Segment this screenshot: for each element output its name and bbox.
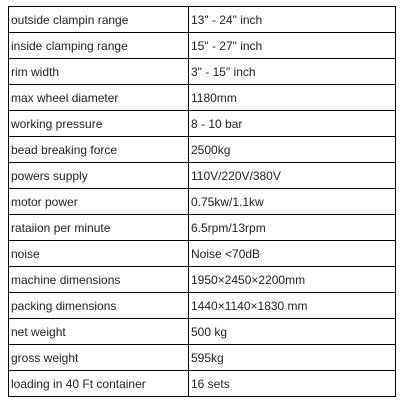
spec-value: 0.75kw/1.1kw	[189, 189, 396, 215]
table-row	[9, 371, 396, 397]
spec-label: machine dimensions	[9, 267, 189, 293]
spec-value: 110V/220V/380V	[189, 163, 396, 189]
table-row	[9, 163, 396, 189]
spec-label: loading in 40 Ft container	[9, 371, 189, 397]
spec-label: packing dimensions	[9, 293, 189, 319]
spec-table	[8, 6, 396, 397]
table-row	[9, 319, 396, 345]
spec-value: 6.5rpm/13rpm	[189, 215, 396, 241]
spec-table-body	[9, 7, 396, 397]
spec-value: 1440×1140×1830 mm	[189, 293, 396, 319]
table-row	[9, 85, 396, 111]
spec-label: rim width	[9, 59, 189, 85]
spec-value: 16 sets	[189, 371, 396, 397]
table-row	[9, 59, 396, 85]
spec-label: powers supply	[9, 163, 189, 189]
spec-label: gross weight	[9, 345, 189, 371]
spec-value: 1180mm	[189, 85, 396, 111]
table-row	[9, 267, 396, 293]
table-row	[9, 345, 396, 371]
table-row	[9, 7, 396, 33]
table-row	[9, 189, 396, 215]
table-row	[9, 33, 396, 59]
table-row	[9, 215, 396, 241]
spec-label: max wheel diameter	[9, 85, 189, 111]
spec-label: working pressure	[9, 111, 189, 137]
spec-label: motor power	[9, 189, 189, 215]
spec-label: bead breaking force	[9, 137, 189, 163]
spec-value: 500 kg	[189, 319, 396, 345]
table-row	[9, 241, 396, 267]
spec-value: 3" - 15" inch	[189, 59, 396, 85]
spec-value: 595kg	[189, 345, 396, 371]
spec-label: outside clampin range	[9, 7, 189, 33]
spec-value: Noise <70dB	[189, 241, 396, 267]
spec-label: net weight	[9, 319, 189, 345]
spec-label: noise	[9, 241, 189, 267]
spec-value: 15" - 27" inch	[189, 33, 396, 59]
table-row	[9, 293, 396, 319]
spec-value: 13" - 24" inch	[189, 7, 396, 33]
spec-label: inside clamping range	[9, 33, 189, 59]
spec-label: rataiion per minute	[9, 215, 189, 241]
spec-value: 8 - 10 bar	[189, 111, 396, 137]
table-row	[9, 137, 396, 163]
spec-value: 2500kg	[189, 137, 396, 163]
spec-value: 1950×2450×2200mm	[189, 267, 396, 293]
table-row	[9, 111, 396, 137]
